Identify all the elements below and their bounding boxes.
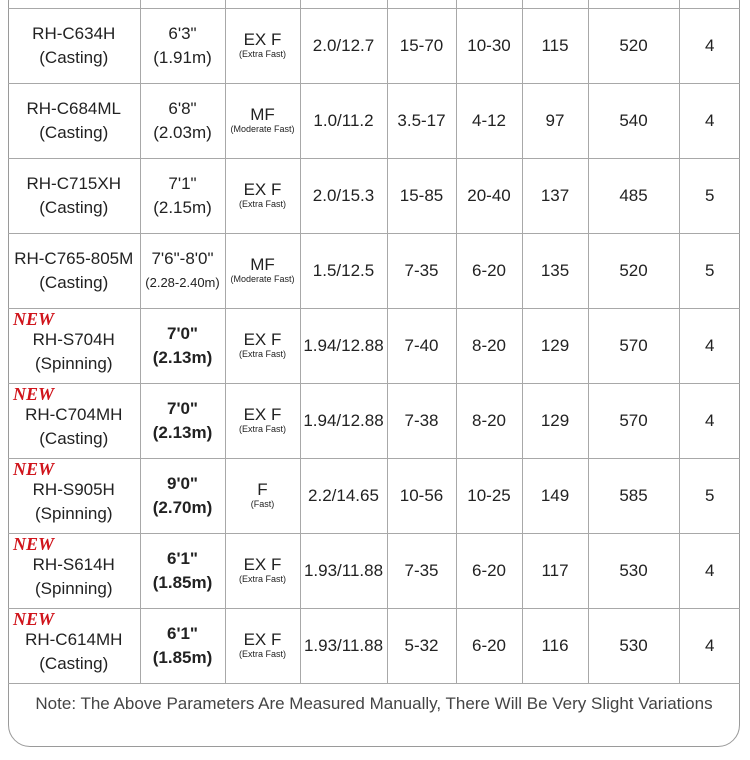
closed-length-cell: 520 bbox=[588, 233, 679, 308]
new-badge: NEW bbox=[13, 458, 55, 479]
table-row bbox=[8, 383, 740, 458]
lure-weight-cell: 7-35 bbox=[387, 233, 456, 308]
new-badge: NEW bbox=[13, 533, 55, 554]
length-cell bbox=[140, 533, 225, 608]
line-weight-cell: 1.93/11.88 bbox=[300, 533, 387, 608]
table-row bbox=[8, 533, 740, 608]
sections-cell: 4 bbox=[679, 383, 740, 458]
length-cell bbox=[140, 608, 225, 683]
length-metric: (2.15m) bbox=[153, 197, 212, 217]
action-full: (Fast) bbox=[250, 499, 275, 509]
length-feet: 6'1" bbox=[166, 623, 198, 643]
length-cell bbox=[140, 8, 225, 83]
closed-length-cell: 520 bbox=[588, 8, 679, 83]
action-cell bbox=[225, 233, 300, 308]
length-feet: 7'1" bbox=[168, 173, 197, 193]
length-metric: (2.28-2.40m) bbox=[145, 274, 220, 290]
length-metric: (1.85m) bbox=[152, 647, 213, 667]
length-metric: (1.85m) bbox=[152, 572, 213, 592]
line-weight-cell: 2.0/12.7 bbox=[300, 8, 387, 83]
weight-cell: 135 bbox=[522, 233, 588, 308]
closed-length-cell: 530 bbox=[588, 533, 679, 608]
action-code: MF bbox=[250, 255, 275, 274]
action-full: (Extra Fast) bbox=[238, 574, 286, 584]
closed-length-cell: 530 bbox=[588, 608, 679, 683]
line-weight-cell: 1.94/12.88 bbox=[300, 308, 387, 383]
line-weight-cell: 2.2/14.65 bbox=[300, 458, 387, 533]
action-full: (Extra Fast) bbox=[238, 199, 286, 209]
sections-cell: 5 bbox=[679, 233, 740, 308]
weight-cell: 117 bbox=[522, 533, 588, 608]
action-full: (Extra Fast) bbox=[238, 649, 286, 659]
table-row bbox=[8, 8, 740, 83]
action-full: (Extra Fast) bbox=[238, 49, 286, 59]
model-cell bbox=[8, 308, 140, 383]
action-cell bbox=[225, 608, 300, 683]
line-test-cell: 20-40 bbox=[456, 158, 522, 233]
model-type: (Casting) bbox=[39, 272, 109, 292]
line-weight-cell: 2.0/15.3 bbox=[300, 158, 387, 233]
length-cell bbox=[140, 308, 225, 383]
sections-cell: 4 bbox=[679, 308, 740, 383]
action-code: MF bbox=[250, 105, 275, 124]
sections-cell: 4 bbox=[679, 8, 740, 83]
model-cell bbox=[8, 158, 140, 233]
action-code: EX F bbox=[243, 30, 282, 49]
line-test-cell: 6-20 bbox=[456, 608, 522, 683]
weight-cell: 137 bbox=[522, 158, 588, 233]
model-type: (Casting) bbox=[39, 428, 109, 448]
model-type: (Casting) bbox=[39, 122, 109, 142]
new-badge: NEW bbox=[13, 308, 55, 329]
line-weight-cell: 1.94/12.88 bbox=[300, 383, 387, 458]
model-name: RH-S614H bbox=[32, 554, 115, 574]
table-top-edge bbox=[8, 0, 740, 8]
weight-cell: 129 bbox=[522, 383, 588, 458]
length-feet: 9'0" bbox=[166, 473, 198, 493]
length-feet: 7'0" bbox=[166, 323, 198, 343]
sections-cell: 4 bbox=[679, 608, 740, 683]
action-code: EX F bbox=[243, 405, 282, 424]
lure-weight-cell: 10-56 bbox=[387, 458, 456, 533]
weight-cell: 116 bbox=[522, 608, 588, 683]
table-row bbox=[8, 83, 740, 158]
length-feet: 6'1" bbox=[166, 548, 198, 568]
closed-length-cell: 570 bbox=[588, 383, 679, 458]
length-metric: (1.91m) bbox=[153, 47, 212, 67]
closed-length-cell: 485 bbox=[588, 158, 679, 233]
model-type: (Casting) bbox=[39, 653, 109, 673]
length-metric: (2.03m) bbox=[153, 122, 212, 142]
length-cell bbox=[140, 383, 225, 458]
length-metric: (2.70m) bbox=[152, 497, 213, 517]
model-type: (Spinning) bbox=[35, 353, 113, 373]
line-test-cell: 10-25 bbox=[456, 458, 522, 533]
length-metric: (2.13m) bbox=[152, 422, 213, 442]
lure-weight-cell: 15-70 bbox=[387, 8, 456, 83]
line-test-cell: 10-30 bbox=[456, 8, 522, 83]
model-name: RH-C614MH bbox=[25, 629, 123, 649]
line-weight-cell: 1.0/11.2 bbox=[300, 83, 387, 158]
table-row bbox=[8, 458, 740, 533]
sections-cell: 5 bbox=[679, 458, 740, 533]
line-test-cell: 8-20 bbox=[456, 308, 522, 383]
sections-cell: 4 bbox=[679, 83, 740, 158]
closed-length-cell: 570 bbox=[588, 308, 679, 383]
action-cell bbox=[225, 533, 300, 608]
action-cell bbox=[225, 158, 300, 233]
model-cell bbox=[8, 233, 140, 308]
model-cell bbox=[8, 458, 140, 533]
model-cell bbox=[8, 83, 140, 158]
closed-length-cell: 585 bbox=[588, 458, 679, 533]
length-feet: 7'0" bbox=[166, 398, 198, 418]
action-cell bbox=[225, 458, 300, 533]
action-code: F bbox=[257, 480, 268, 499]
line-test-cell: 4-12 bbox=[456, 83, 522, 158]
action-cell bbox=[225, 83, 300, 158]
model-name: RH-S905H bbox=[32, 479, 115, 499]
model-cell bbox=[8, 533, 140, 608]
model-name: RH-C634H bbox=[32, 23, 116, 43]
sections-cell: 5 bbox=[679, 158, 740, 233]
line-weight-cell: 1.5/12.5 bbox=[300, 233, 387, 308]
model-type: (Casting) bbox=[39, 47, 109, 67]
action-code: EX F bbox=[243, 330, 282, 349]
length-feet: 6'3" bbox=[168, 23, 197, 43]
lure-weight-cell: 7-38 bbox=[387, 383, 456, 458]
weight-cell: 115 bbox=[522, 8, 588, 83]
sections-cell: 4 bbox=[679, 533, 740, 608]
length-cell bbox=[140, 458, 225, 533]
length-metric: (2.13m) bbox=[152, 347, 213, 367]
lure-weight-cell: 15-85 bbox=[387, 158, 456, 233]
model-cell bbox=[8, 383, 140, 458]
table-row bbox=[8, 158, 740, 233]
line-test-cell: 6-20 bbox=[456, 233, 522, 308]
action-full: (Moderate Fast) bbox=[230, 274, 295, 284]
new-badge: NEW bbox=[13, 383, 55, 404]
action-full: (Moderate Fast) bbox=[230, 124, 295, 134]
action-cell bbox=[225, 8, 300, 83]
line-weight-cell: 1.93/11.88 bbox=[300, 608, 387, 683]
model-name: RH-C765-805M bbox=[14, 248, 134, 268]
model-name: RH-C684ML bbox=[26, 98, 121, 118]
model-type: (Spinning) bbox=[35, 503, 113, 523]
model-type: (Casting) bbox=[39, 197, 109, 217]
length-cell bbox=[140, 158, 225, 233]
line-test-cell: 6-20 bbox=[456, 533, 522, 608]
model-cell bbox=[8, 608, 140, 683]
model-cell bbox=[8, 8, 140, 83]
action-code: EX F bbox=[243, 555, 282, 574]
model-type: (Spinning) bbox=[35, 578, 113, 598]
action-code: EX F bbox=[243, 630, 282, 649]
length-cell bbox=[140, 83, 225, 158]
line-test-cell: 8-20 bbox=[456, 383, 522, 458]
table-row bbox=[8, 308, 740, 383]
lure-weight-cell: 7-40 bbox=[387, 308, 456, 383]
action-code: EX F bbox=[243, 180, 282, 199]
model-name: RH-C715XH bbox=[26, 173, 121, 193]
lure-weight-cell: 7-35 bbox=[387, 533, 456, 608]
lure-weight-cell: 5-32 bbox=[387, 608, 456, 683]
action-cell bbox=[225, 308, 300, 383]
weight-cell: 149 bbox=[522, 458, 588, 533]
new-badge: NEW bbox=[13, 608, 55, 629]
length-feet: 7'6"-8'0" bbox=[151, 248, 214, 268]
table-row bbox=[8, 608, 740, 683]
weight-cell: 97 bbox=[522, 83, 588, 158]
spec-table bbox=[8, 0, 740, 684]
lure-weight-cell: 3.5-17 bbox=[387, 83, 456, 158]
length-cell bbox=[140, 233, 225, 308]
length-feet: 6'8" bbox=[168, 98, 197, 118]
action-full: (Extra Fast) bbox=[238, 349, 286, 359]
action-cell bbox=[225, 383, 300, 458]
table-row bbox=[8, 233, 740, 308]
model-name: RH-S704H bbox=[32, 329, 115, 349]
closed-length-cell: 540 bbox=[588, 83, 679, 158]
footnote: Note: The Above Parameters Are Measured Manually, There Will Be Very Slight Variations bbox=[35, 694, 713, 713]
model-name: RH-C704MH bbox=[25, 404, 123, 424]
weight-cell: 129 bbox=[522, 308, 588, 383]
action-full: (Extra Fast) bbox=[238, 424, 286, 434]
